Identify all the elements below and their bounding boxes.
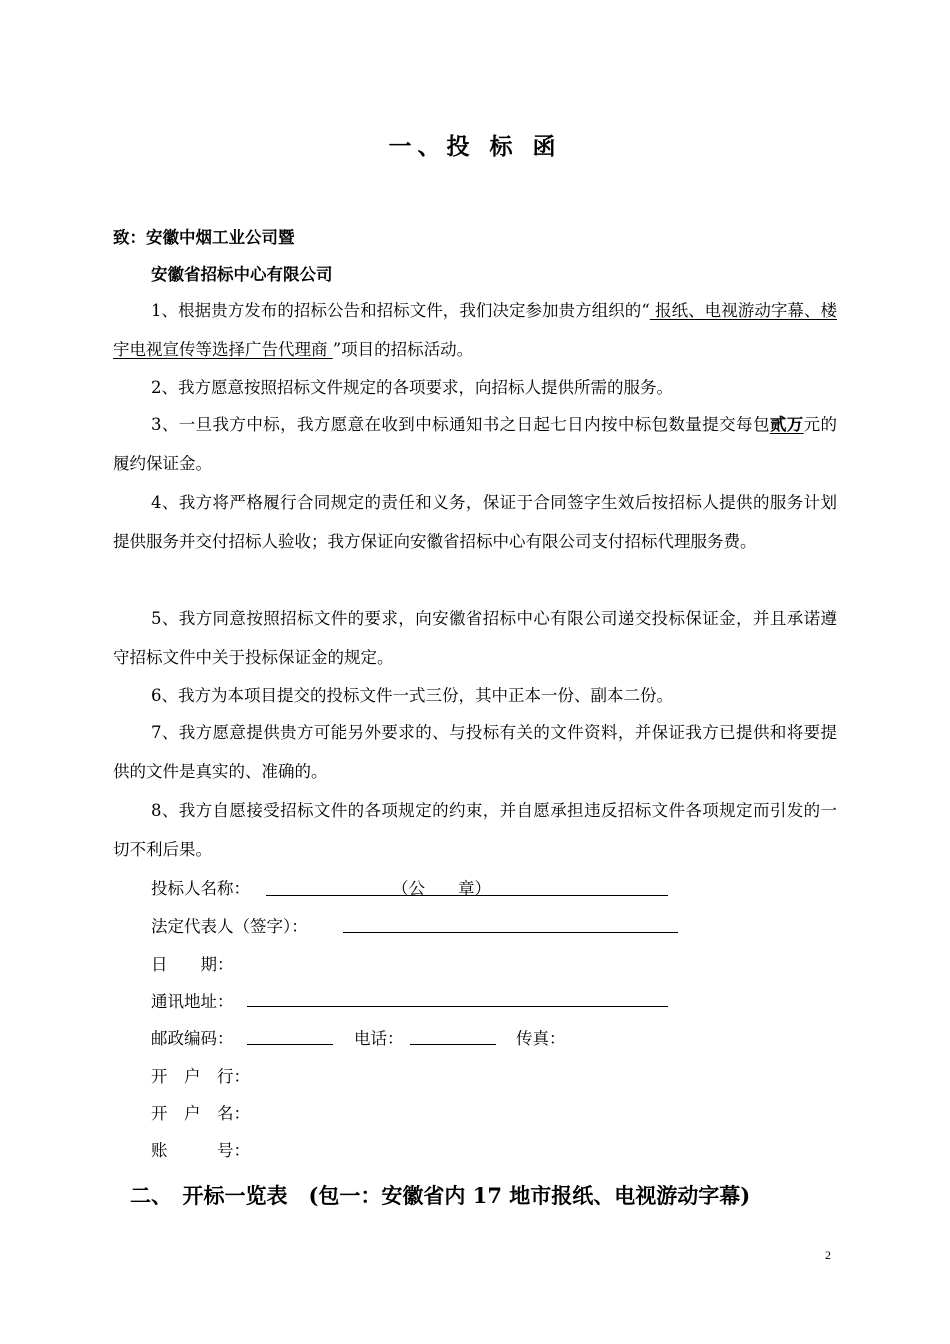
postcode-label: 邮政编码： — [151, 1029, 234, 1048]
account-name-label: 开 户 名： — [151, 1104, 250, 1123]
page-number: 2 — [825, 1248, 831, 1262]
paragraph-1-text-after: ”项目的招标活动。 — [332, 340, 474, 359]
paragraph-5: 5、我方同意按照招标文件的要求，向安徽省招标中心有限公司递交投标保证金，并且承诺遵守招标文件中关于投标保证金的规定。 — [113, 609, 837, 667]
date-label: 日 期： — [151, 955, 234, 974]
account-number-label: 账 号： — [151, 1141, 250, 1160]
legal-representative-line — [343, 932, 678, 933]
paragraph-4: 4、我方将严格履行合同规定的责任和义务，保证于合同签字生效后按招标人提供的服务计划提供服务并交付招标人验收；我方保证向安徽省招标中心有限公司支付招标代理服务费。 — [113, 493, 837, 551]
postcode-line — [247, 1044, 333, 1045]
phone-line — [410, 1044, 496, 1045]
salutation-line-1: 致：安徽中烟工业公司暨 — [113, 228, 295, 247]
bond-amount: 贰万 — [769, 415, 804, 434]
bidder-name-label: 投标人名称： — [151, 879, 250, 898]
paragraph-1 — [113, 291, 837, 369]
bank-label: 开 户 行： — [151, 1067, 250, 1086]
paragraph-8: 8、我方自愿接受招标文件的各项规定的约束，并自愿承担违反招标文件各项规定而引发的一切不利后果。 — [113, 801, 837, 859]
legal-representative-label: 法定代表人（签字）： — [151, 917, 308, 936]
salutation-line-2: 安徽省招标中心有限公司 — [151, 265, 333, 284]
paragraph-3-text-before: 3、一旦我方中标，我方愿意在收到中标通知书之日起七日内按中标包数量提交每包 — [151, 415, 770, 434]
page-title: 一、投 标 函 — [388, 133, 562, 160]
address-label: 通讯地址： — [151, 992, 234, 1011]
phone-label: 电话： — [354, 1029, 404, 1048]
paragraph-6: 6、我方为本项目提交的投标文件一式三份，其中正本一份、副本二份。 — [151, 686, 673, 705]
paragraph-7: 7、我方愿意提供贵方可能另外要求的、与投标有关的文件资料，并保证我方已提供和将要提供的文件是真实的、准确的。 — [113, 723, 837, 781]
address-line — [247, 1006, 668, 1007]
fax-label: 传真： — [516, 1029, 566, 1048]
paragraph-3 — [113, 405, 837, 483]
section-2-heading: 二、 开标一览表 (包一：安徽省内 17 地市报纸、电视游动字幕) — [130, 1183, 751, 1208]
paragraph-1-text-before: 1、根据贵方发布的招标公告和招标文件，我们决定参加贵方组织的“ — [151, 301, 650, 320]
project-name: 报纸、电视游动字幕、楼宇电视宣传等选择广告代理商 — [113, 301, 837, 359]
seal-label: （公 章） — [392, 879, 491, 898]
paragraph-2: 2、我方愿意按照招标文件规定的各项要求，向招标人提供所需的服务。 — [151, 378, 673, 397]
paragraph-3-text-after: 元的履约保证金。 — [113, 415, 838, 473]
